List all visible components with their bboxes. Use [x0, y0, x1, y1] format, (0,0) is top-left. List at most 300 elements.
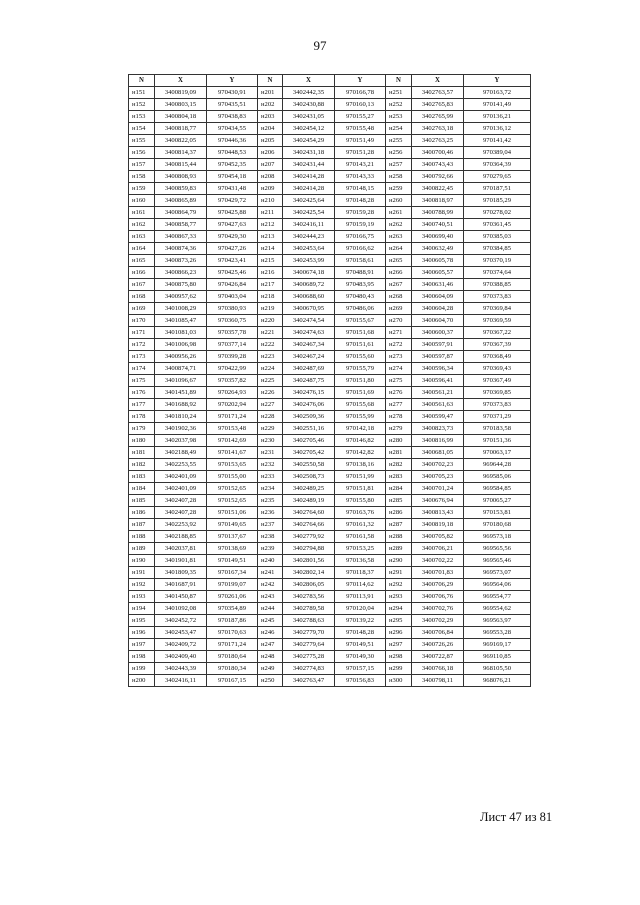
x-coord-cell: 3400875,80 — [155, 279, 207, 291]
x-coord-cell: 3402487,75 — [283, 375, 335, 387]
y-coord-cell: 969554,77 — [464, 591, 531, 603]
x-coord-cell: 3402802,14 — [283, 567, 335, 579]
point-id-cell: н230 — [258, 435, 283, 447]
x-coord-cell: 3401085,47 — [155, 315, 207, 327]
point-id-cell: н155 — [129, 135, 155, 147]
table-row — [129, 579, 531, 591]
x-coord-cell: 3401006,98 — [155, 339, 207, 351]
x-coord-cell: 3402444,23 — [283, 231, 335, 243]
point-id-cell: н245 — [258, 615, 283, 627]
y-coord-cell: 970158,61 — [335, 255, 386, 267]
y-coord-cell: 970167,15 — [207, 675, 258, 687]
x-coord-cell: 3400561,63 — [412, 399, 464, 411]
y-coord-cell: 970151,28 — [335, 147, 386, 159]
point-id-cell: н265 — [386, 255, 412, 267]
point-id-cell: н239 — [258, 543, 283, 555]
point-id-cell: н158 — [129, 171, 155, 183]
x-coord-cell: 3400596,41 — [412, 375, 464, 387]
x-coord-cell: 3400705,82 — [412, 531, 464, 543]
x-coord-cell: 3402774,83 — [283, 663, 335, 675]
point-id-cell: н190 — [129, 555, 155, 567]
y-coord-cell: 970148,28 — [335, 627, 386, 639]
y-coord-cell: 970141,67 — [207, 447, 258, 459]
point-id-cell: н167 — [129, 279, 155, 291]
x-coord-cell: 3400701,83 — [412, 567, 464, 579]
point-id-cell: н188 — [129, 531, 155, 543]
table-row — [129, 279, 531, 291]
point-id-cell: н268 — [386, 291, 412, 303]
y-coord-cell: 969585,06 — [464, 471, 531, 483]
point-id-cell: н193 — [129, 591, 155, 603]
point-id-cell: н298 — [386, 651, 412, 663]
point-id-cell: н195 — [129, 615, 155, 627]
x-coord-cell: 3402705,42 — [283, 447, 335, 459]
x-coord-cell: 3401008,29 — [155, 303, 207, 315]
y-coord-cell: 970171,24 — [207, 411, 258, 423]
x-coord-cell: 3400597,87 — [412, 351, 464, 363]
y-coord-cell: 970454,18 — [207, 171, 258, 183]
point-id-cell: н169 — [129, 303, 155, 315]
x-coord-cell: 3400688,60 — [283, 291, 335, 303]
x-coord-cell: 3401451,89 — [155, 387, 207, 399]
x-coord-cell: 3400788,99 — [412, 207, 464, 219]
x-coord-cell: 3402453,99 — [283, 255, 335, 267]
y-coord-cell: 970261,06 — [207, 591, 258, 603]
point-id-cell: н205 — [258, 135, 283, 147]
point-id-cell: н176 — [129, 387, 155, 399]
x-coord-cell: 3400706,84 — [412, 627, 464, 639]
x-coord-cell: 3402425,54 — [283, 207, 335, 219]
x-coord-cell: 3402509,36 — [283, 411, 335, 423]
point-id-cell: н182 — [129, 459, 155, 471]
point-id-cell: н290 — [386, 555, 412, 567]
point-id-cell: н254 — [386, 123, 412, 135]
x-coord-cell: 3400874,36 — [155, 243, 207, 255]
y-coord-cell: 970278,02 — [464, 207, 531, 219]
x-coord-cell: 3402489,19 — [283, 495, 335, 507]
point-id-cell: н192 — [129, 579, 155, 591]
y-coord-cell: 970155,99 — [335, 411, 386, 423]
y-coord-cell: 969573,07 — [464, 567, 531, 579]
y-coord-cell: 970180,34 — [207, 663, 258, 675]
x-coord-cell: 3402431,18 — [283, 147, 335, 159]
table-row — [129, 99, 531, 111]
x-coord-cell: 3400605,57 — [412, 267, 464, 279]
point-id-cell: н196 — [129, 627, 155, 639]
point-id-cell: н261 — [386, 207, 412, 219]
x-coord-cell: 3400804,18 — [155, 111, 207, 123]
y-coord-cell: 970155,48 — [335, 123, 386, 135]
table-row — [129, 675, 531, 687]
y-coord-cell: 970151,06 — [207, 507, 258, 519]
point-id-cell: н151 — [129, 87, 155, 99]
y-coord-cell: 970429,30 — [207, 231, 258, 243]
x-coord-cell: 3402467,34 — [283, 339, 335, 351]
y-coord-cell: 970149,65 — [207, 519, 258, 531]
point-id-cell: н175 — [129, 375, 155, 387]
table-row — [129, 111, 531, 123]
point-id-cell: н183 — [129, 471, 155, 483]
table-row — [129, 291, 531, 303]
y-coord-cell: 969565,56 — [464, 543, 531, 555]
y-coord-cell: 970171,24 — [207, 639, 258, 651]
x-coord-cell: 3402431,44 — [283, 159, 335, 171]
x-coord-cell: 3401688,92 — [155, 399, 207, 411]
x-coord-cell: 3400792,66 — [412, 171, 464, 183]
x-coord-cell: 3402401,09 — [155, 471, 207, 483]
y-coord-cell: 970357,78 — [207, 327, 258, 339]
point-id-cell: н206 — [258, 147, 283, 159]
table-row — [129, 651, 531, 663]
y-coord-cell: 970136,21 — [464, 111, 531, 123]
point-id-cell: н208 — [258, 171, 283, 183]
point-id-cell: н225 — [258, 375, 283, 387]
y-coord-cell: 970151,36 — [464, 435, 531, 447]
point-id-cell: н269 — [386, 303, 412, 315]
y-coord-cell: 970142,18 — [335, 423, 386, 435]
y-coord-cell: 970369,85 — [464, 387, 531, 399]
point-id-cell: н243 — [258, 591, 283, 603]
y-coord-cell: 969644,28 — [464, 459, 531, 471]
point-id-cell: н281 — [386, 447, 412, 459]
column-header: X — [155, 75, 207, 87]
y-coord-cell: 970151,80 — [335, 375, 386, 387]
y-coord-cell: 970448,53 — [207, 147, 258, 159]
x-coord-cell: 3400819,18 — [412, 519, 464, 531]
y-coord-cell: 970279,65 — [464, 171, 531, 183]
y-coord-cell: 970159,28 — [335, 207, 386, 219]
y-coord-cell: 970374,64 — [464, 267, 531, 279]
y-coord-cell: 970385,03 — [464, 231, 531, 243]
x-coord-cell: 3400816,99 — [412, 435, 464, 447]
x-coord-cell: 3400702,76 — [412, 603, 464, 615]
x-coord-cell: 3402442,35 — [283, 87, 335, 99]
table-row — [129, 567, 531, 579]
x-coord-cell: 3400597,91 — [412, 339, 464, 351]
x-coord-cell: 3401450,87 — [155, 591, 207, 603]
point-id-cell: н274 — [386, 363, 412, 375]
x-coord-cell: 3400766,18 — [412, 663, 464, 675]
y-coord-cell: 970151,99 — [335, 471, 386, 483]
point-id-cell: н227 — [258, 399, 283, 411]
y-coord-cell: 970483,95 — [335, 279, 386, 291]
point-id-cell: н216 — [258, 267, 283, 279]
x-coord-cell: 3400702,29 — [412, 615, 464, 627]
y-coord-cell: 970357,82 — [207, 375, 258, 387]
y-coord-cell: 970185,29 — [464, 195, 531, 207]
x-coord-cell: 3400561,21 — [412, 387, 464, 399]
y-coord-cell: 970159,19 — [335, 219, 386, 231]
point-id-cell: н218 — [258, 291, 283, 303]
table-row — [129, 387, 531, 399]
x-coord-cell: 3402407,28 — [155, 495, 207, 507]
x-coord-cell: 3400822,05 — [155, 135, 207, 147]
y-coord-cell: 970152,65 — [207, 495, 258, 507]
x-coord-cell: 3400670,95 — [283, 303, 335, 315]
y-coord-cell: 969565,46 — [464, 555, 531, 567]
point-id-cell: н210 — [258, 195, 283, 207]
x-coord-cell: 3400956,26 — [155, 351, 207, 363]
x-coord-cell: 3402489,25 — [283, 483, 335, 495]
x-coord-cell: 3402763,18 — [412, 123, 464, 135]
x-coord-cell: 3400632,49 — [412, 243, 464, 255]
y-coord-cell: 970452,35 — [207, 159, 258, 171]
point-id-cell: н286 — [386, 507, 412, 519]
table-row — [129, 267, 531, 279]
point-id-cell: н165 — [129, 255, 155, 267]
x-coord-cell: 3402253,92 — [155, 519, 207, 531]
x-coord-cell: 3402453,64 — [283, 243, 335, 255]
point-id-cell: н219 — [258, 303, 283, 315]
table-row — [129, 303, 531, 315]
point-id-cell: н295 — [386, 615, 412, 627]
y-coord-cell: 970431,48 — [207, 183, 258, 195]
point-id-cell: н247 — [258, 639, 283, 651]
x-coord-cell: 3400681,05 — [412, 447, 464, 459]
x-coord-cell: 3402508,73 — [283, 471, 335, 483]
y-coord-cell: 970389,04 — [464, 147, 531, 159]
x-coord-cell: 3401901,81 — [155, 555, 207, 567]
x-coord-cell: 3402401,09 — [155, 483, 207, 495]
point-id-cell: н275 — [386, 375, 412, 387]
table-row — [129, 639, 531, 651]
point-id-cell: н229 — [258, 423, 283, 435]
point-id-cell: н153 — [129, 111, 155, 123]
point-id-cell: н257 — [386, 159, 412, 171]
y-coord-cell: 970153,65 — [207, 459, 258, 471]
x-coord-cell: 3402416,11 — [283, 219, 335, 231]
x-coord-cell: 3401809,35 — [155, 567, 207, 579]
table-row — [129, 495, 531, 507]
point-id-cell: н267 — [386, 279, 412, 291]
y-coord-cell: 970155,80 — [335, 495, 386, 507]
y-coord-cell: 970429,72 — [207, 195, 258, 207]
x-coord-cell: 3400818,97 — [412, 195, 464, 207]
point-id-cell: н236 — [258, 507, 283, 519]
table-row — [129, 375, 531, 387]
point-id-cell: н214 — [258, 243, 283, 255]
table-row — [129, 615, 531, 627]
x-coord-cell: 3401096,67 — [155, 375, 207, 387]
y-coord-cell: 970361,45 — [464, 219, 531, 231]
point-id-cell: н249 — [258, 663, 283, 675]
table-row — [129, 531, 531, 543]
x-coord-cell: 3400864,79 — [155, 207, 207, 219]
table-row — [129, 135, 531, 147]
x-coord-cell: 3400676,94 — [412, 495, 464, 507]
point-id-cell: н299 — [386, 663, 412, 675]
x-coord-cell: 3402788,63 — [283, 615, 335, 627]
x-coord-cell: 3402765,99 — [412, 111, 464, 123]
table-row — [129, 171, 531, 183]
y-coord-cell: 969169,17 — [464, 639, 531, 651]
y-coord-cell: 970403,04 — [207, 291, 258, 303]
y-coord-cell: 969584,85 — [464, 483, 531, 495]
x-coord-cell: 3400818,77 — [155, 123, 207, 135]
x-coord-cell: 3402476,06 — [283, 399, 335, 411]
point-id-cell: н300 — [386, 675, 412, 687]
point-id-cell: н277 — [386, 399, 412, 411]
x-coord-cell: 3402550,58 — [283, 459, 335, 471]
y-coord-cell: 970151,68 — [335, 327, 386, 339]
y-coord-cell: 970155,67 — [335, 315, 386, 327]
table-row — [129, 483, 531, 495]
x-coord-cell: 3400813,43 — [412, 507, 464, 519]
x-coord-cell: 3400740,51 — [412, 219, 464, 231]
point-id-cell: н168 — [129, 291, 155, 303]
y-coord-cell: 970364,39 — [464, 159, 531, 171]
x-coord-cell: 3402763,57 — [412, 87, 464, 99]
x-coord-cell: 3402487,69 — [283, 363, 335, 375]
y-coord-cell: 970354,89 — [207, 603, 258, 615]
x-coord-cell: 3400702,23 — [412, 459, 464, 471]
point-id-cell: н260 — [386, 195, 412, 207]
x-coord-cell: 3402779,70 — [283, 627, 335, 639]
point-id-cell: н241 — [258, 567, 283, 579]
point-id-cell: н220 — [258, 315, 283, 327]
point-id-cell: н284 — [386, 483, 412, 495]
x-coord-cell: 3402453,47 — [155, 627, 207, 639]
x-coord-cell: 3402764,60 — [283, 507, 335, 519]
point-id-cell: н178 — [129, 411, 155, 423]
x-coord-cell: 3400874,71 — [155, 363, 207, 375]
table-row — [129, 195, 531, 207]
point-id-cell: н240 — [258, 555, 283, 567]
y-coord-cell: 970425,46 — [207, 267, 258, 279]
x-coord-cell: 3402037,81 — [155, 543, 207, 555]
point-id-cell: н273 — [386, 351, 412, 363]
table-row — [129, 183, 531, 195]
point-id-cell: н173 — [129, 351, 155, 363]
y-coord-cell: 970113,91 — [335, 591, 386, 603]
point-id-cell: н262 — [386, 219, 412, 231]
y-coord-cell: 970187,51 — [464, 183, 531, 195]
y-coord-cell: 970155,27 — [335, 111, 386, 123]
x-coord-cell: 3400604,70 — [412, 315, 464, 327]
x-coord-cell: 3400858,77 — [155, 219, 207, 231]
x-coord-cell: 3400631,46 — [412, 279, 464, 291]
column-header: N — [129, 75, 155, 87]
x-coord-cell: 3400706,21 — [412, 543, 464, 555]
table-row — [129, 87, 531, 99]
point-id-cell: н166 — [129, 267, 155, 279]
point-id-cell: н200 — [129, 675, 155, 687]
point-id-cell: н213 — [258, 231, 283, 243]
point-id-cell: н292 — [386, 579, 412, 591]
point-id-cell: н251 — [386, 87, 412, 99]
x-coord-cell: 3402414,28 — [283, 183, 335, 195]
point-id-cell: н235 — [258, 495, 283, 507]
y-coord-cell: 970430,91 — [207, 87, 258, 99]
y-coord-cell: 970199,07 — [207, 579, 258, 591]
y-coord-cell: 970153,81 — [464, 507, 531, 519]
point-id-cell: н209 — [258, 183, 283, 195]
table-row — [129, 627, 531, 639]
x-coord-cell: 3402409,40 — [155, 651, 207, 663]
x-coord-cell: 3402409,72 — [155, 639, 207, 651]
y-coord-cell: 970438,83 — [207, 111, 258, 123]
y-coord-cell: 970148,15 — [335, 183, 386, 195]
table-row — [129, 555, 531, 567]
y-coord-cell: 970161,32 — [335, 519, 386, 531]
y-coord-cell: 969564,06 — [464, 579, 531, 591]
y-coord-cell: 970369,59 — [464, 315, 531, 327]
y-coord-cell: 968105,50 — [464, 663, 531, 675]
point-id-cell: н259 — [386, 183, 412, 195]
point-id-cell: н258 — [386, 171, 412, 183]
point-id-cell: н233 — [258, 471, 283, 483]
y-coord-cell: 970153,48 — [207, 423, 258, 435]
point-id-cell: н163 — [129, 231, 155, 243]
point-id-cell: н191 — [129, 567, 155, 579]
x-coord-cell: 3400689,72 — [283, 279, 335, 291]
point-id-cell: н156 — [129, 147, 155, 159]
x-coord-cell: 3400600,37 — [412, 327, 464, 339]
point-id-cell: н283 — [386, 471, 412, 483]
x-coord-cell: 3402467,24 — [283, 351, 335, 363]
x-coord-cell: 3402801,56 — [283, 555, 335, 567]
table-row — [129, 411, 531, 423]
y-coord-cell: 970369,43 — [464, 363, 531, 375]
y-coord-cell: 970151,49 — [335, 135, 386, 147]
y-coord-cell: 970161,58 — [335, 531, 386, 543]
x-coord-cell: 3400815,44 — [155, 159, 207, 171]
x-coord-cell: 3402474,54 — [283, 315, 335, 327]
x-coord-cell: 3400604,28 — [412, 303, 464, 315]
sheet-counter: Лист 47 из 81 — [480, 810, 553, 824]
x-coord-cell: 3400873,26 — [155, 255, 207, 267]
x-coord-cell: 3400700,46 — [412, 147, 464, 159]
point-id-cell: н234 — [258, 483, 283, 495]
point-id-cell: н244 — [258, 603, 283, 615]
y-coord-cell: 970423,41 — [207, 255, 258, 267]
table-row — [129, 603, 531, 615]
x-coord-cell: 3400867,33 — [155, 231, 207, 243]
table-row — [129, 123, 531, 135]
y-coord-cell: 970155,79 — [335, 363, 386, 375]
x-coord-cell: 3402454,29 — [283, 135, 335, 147]
point-id-cell: н164 — [129, 243, 155, 255]
column-header: Y — [207, 75, 258, 87]
column-header: N — [258, 75, 283, 87]
point-id-cell: н197 — [129, 639, 155, 651]
point-id-cell: н280 — [386, 435, 412, 447]
x-coord-cell: 3400859,83 — [155, 183, 207, 195]
x-coord-cell: 3402037,98 — [155, 435, 207, 447]
y-coord-cell: 970380,93 — [207, 303, 258, 315]
point-id-cell: н159 — [129, 183, 155, 195]
y-coord-cell: 970399,28 — [207, 351, 258, 363]
x-coord-cell: 3402188,49 — [155, 447, 207, 459]
y-coord-cell: 970367,39 — [464, 339, 531, 351]
page-number: 97 — [313, 38, 327, 53]
point-id-cell: н228 — [258, 411, 283, 423]
y-coord-cell: 969553,28 — [464, 627, 531, 639]
point-id-cell: н237 — [258, 519, 283, 531]
y-coord-cell: 970360,75 — [207, 315, 258, 327]
y-coord-cell: 970373,83 — [464, 399, 531, 411]
y-coord-cell: 970146,82 — [335, 435, 386, 447]
column-header: N — [386, 75, 412, 87]
point-id-cell: н278 — [386, 411, 412, 423]
point-id-cell: н201 — [258, 87, 283, 99]
column-header: X — [412, 75, 464, 87]
x-coord-cell: 3400722,87 — [412, 651, 464, 663]
x-coord-cell: 3400605,78 — [412, 255, 464, 267]
y-coord-cell: 970422,99 — [207, 363, 258, 375]
point-id-cell: н181 — [129, 447, 155, 459]
table-row — [129, 471, 531, 483]
